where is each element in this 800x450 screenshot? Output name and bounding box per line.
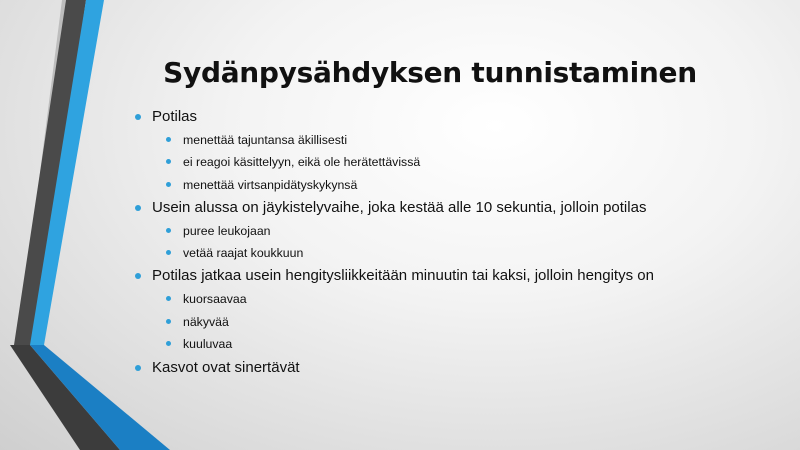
sub-bullet-text: vetää raajat koukkuun xyxy=(183,246,304,260)
bullet-item xyxy=(152,267,654,284)
bullet-dot-icon xyxy=(166,341,171,346)
bullet-dot-icon xyxy=(135,205,141,211)
bullet-dot-icon xyxy=(166,228,171,233)
sub-bullet-text: kuorsaavaa xyxy=(183,292,247,306)
sub-bullet-text: kuuluvaa xyxy=(183,337,233,351)
bullet-dot-icon xyxy=(166,296,171,301)
bullet-item xyxy=(152,359,300,376)
sub-bullet-item xyxy=(183,133,347,147)
bullet-dot-icon xyxy=(135,365,141,371)
bullet-text: Potilas xyxy=(152,108,198,125)
sub-bullet-item xyxy=(183,178,357,192)
sub-bullet-text: menettää tajuntansa äkillisesti xyxy=(183,133,348,147)
sub-bullet-item xyxy=(183,315,229,329)
sub-bullet-item xyxy=(183,292,247,306)
bullet-dot-icon xyxy=(166,159,171,164)
bullet-item xyxy=(152,108,197,125)
sub-bullet-item xyxy=(183,337,232,351)
bullet-dot-icon xyxy=(166,250,171,255)
sub-bullet-item xyxy=(183,155,420,169)
bullet-text: Kasvot ovat sinertävät xyxy=(152,359,300,376)
sub-bullet-text: näkyvää xyxy=(183,315,229,329)
slide-title: Sydänpysähdyksen tunnistaminen xyxy=(163,56,697,89)
sub-bullet-text: ei reagoi käsittelyyn, eikä ole herätettävissä xyxy=(183,155,421,169)
bullet-dot-icon xyxy=(135,273,141,279)
sub-bullet-item xyxy=(183,246,303,260)
bullet-text: Potilas jatkaa usein hengitysliikkeitään minuutin tai kaksi, jolloin hengitys on xyxy=(152,267,654,284)
bullet-text: Usein alussa on jäykistelyvaihe, joka kestää alle 10 sekuntia, jolloin potilas xyxy=(152,199,647,216)
bullet-dot-icon xyxy=(135,114,141,120)
bullet-dot-icon xyxy=(166,182,171,187)
sub-bullet-text: menettää virtsanpidätyskykynsä xyxy=(183,178,358,192)
bullet-item xyxy=(152,199,646,216)
bullet-dot-icon xyxy=(166,137,171,142)
bullet-dot-icon xyxy=(166,319,171,324)
sub-bullet-item xyxy=(183,224,271,238)
sub-bullet-text: puree leukojaan xyxy=(183,224,271,238)
